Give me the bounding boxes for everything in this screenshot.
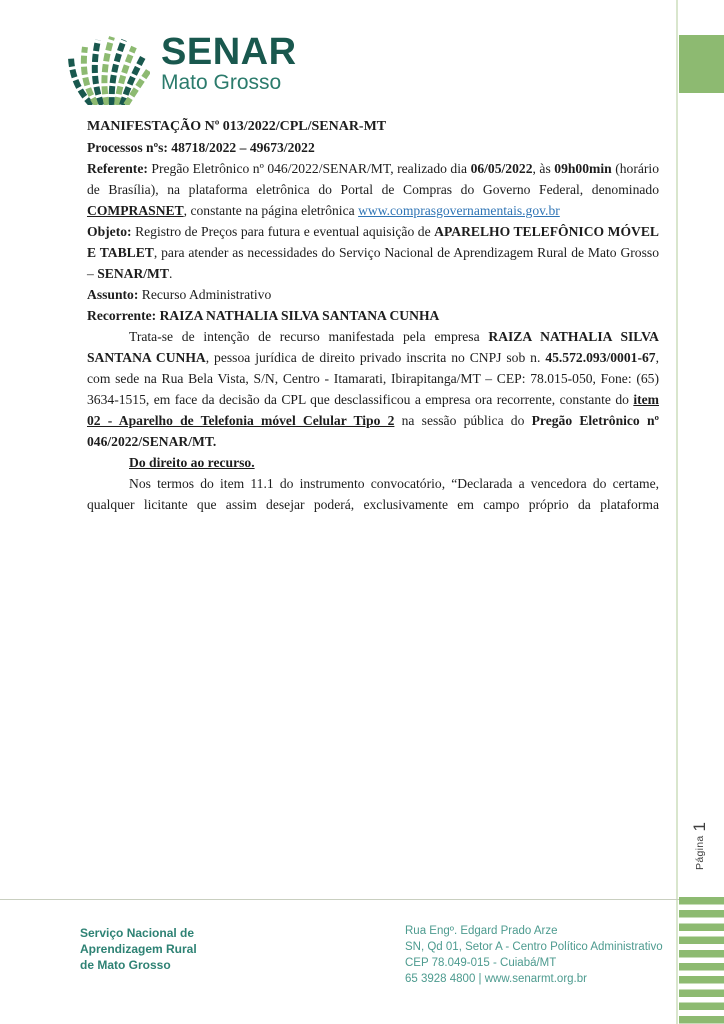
footer-address-line: Rua Engº. Edgard Prado Arze [405, 925, 558, 937]
footer-address-line: SN, Qd 01, Setor A - Centro Político Administrativo [405, 941, 663, 953]
process-numbers: Processos nºs: 48718/2022 – 49673/2022 [87, 140, 315, 155]
paragraph-trata-se: Trata-se de intenção de recurso manifestada pela empresa RAIZA NATHALIA SILVA SANTANA CUNHA, pessoa jurídica de direito privado inscrita no CNPJ sob n. 45.572.093/0001-67, com sede na Rua Bela Vista, S/N, Centro - Itamarati, Ibirapitanga/MT – CEP: 78.015-050, Fone: (65) 3634-1515, em face da decisão da CPL que desclassificou a empresa ora recorrente, constante do item 02 - Aparelho de Telefonia móvel Celular Tipo 2 na sessão pública do Pregão Eletrônico nº 046/2022/SENAR/MT. [87, 329, 659, 449]
footer-org-line: Aprendizagem Rural [80, 942, 197, 956]
footer-address-line: CEP 78.049-015 - Cuiabá/MT [405, 957, 557, 969]
document-title: MANIFESTAÇÃO Nº 013/2022/CPL/SENAR-MT [87, 119, 387, 134]
page-number-label: Página [694, 835, 706, 870]
footer-organization [80, 925, 197, 973]
footer-address [405, 923, 663, 987]
footer-address-line: 65 3928 4800 | www.senarmt.org.br [405, 973, 587, 985]
document-content [87, 116, 659, 515]
page-number [676, 800, 724, 892]
logo-brand-name: SENAR [161, 31, 297, 73]
paragraph-assunto: Assunto: Recurso Administrativo [87, 287, 272, 302]
senar-logo-text [161, 27, 297, 95]
footer-org-line: Serviço Nacional de [80, 926, 195, 940]
bottom-right-green-stripes [679, 897, 724, 1024]
senar-logo [62, 27, 297, 105]
top-right-green-block [679, 35, 724, 93]
footer-divider [0, 899, 679, 900]
footer-org-line: de Mato Grosso [80, 958, 171, 972]
page-number-value: 1 [690, 822, 709, 832]
logo-region-name: Mato Grosso [161, 71, 282, 95]
paragraph-referente: Referente: Pregão Eletrônico nº 046/2022/SENAR/MT, realizado dia 06/05/2022, às 09h00min (horário de Brasília), na plataforma eletrônica do Portal de Compras do Governo Federal, denominado COMPRASNET, constante na página eletrônica www.comprasgovernamentais.gov.br [87, 161, 659, 218]
senar-logo-icon [62, 27, 150, 105]
paragraph-recorrente: Recorrente: RAIZA NATHALIA SILVA SANTANA CUNHA [87, 308, 440, 323]
paragraph-objeto: Objeto: Registro de Preços para futura e eventual aquisição de APARELHO TELEFÔNICO MÓVEL E TABLET, para atender as necessidades do Serviço Nacional de Aprendizagem Rural de Mato Grosso – SENAR/MT. [87, 224, 659, 281]
paragraph-nos-termos: Nos termos do item 11.1 do instrumento convocatório, “Declarada a vencedora do certame, qualquer licitante que assim desejar poderá, exclusivamente em campo próprio da plataforma [87, 476, 659, 512]
compras-governamentais-link[interactable]: www.comprasgovernamentais.gov.br [358, 203, 560, 218]
section-heading-direito-ao-recurso: Do direito ao recurso. [129, 455, 255, 470]
